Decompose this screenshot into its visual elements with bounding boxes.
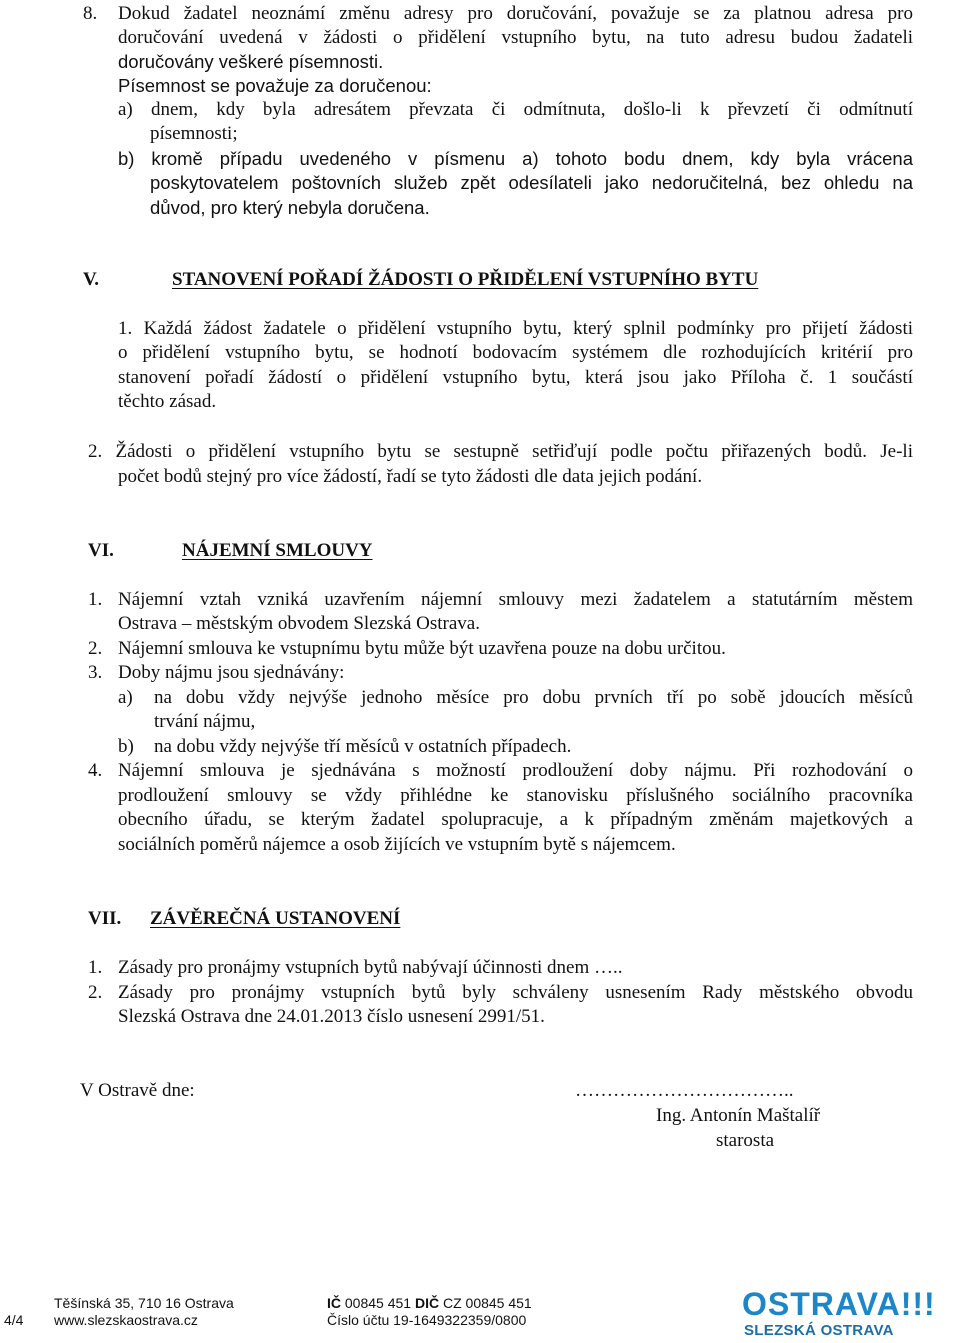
item-number: 1. bbox=[88, 589, 103, 610]
paragraph-line: Nájemní smlouva je sjednávána s možností prodloužení doby nájmu. Při rozhodování o bbox=[118, 760, 913, 781]
dic-value: CZ 00845 451 bbox=[442, 1295, 532, 1311]
paragraph-line: b) kromě případu uvedeného v písmenu a) tohoto bodu dnem, kdy byla vrácena bbox=[118, 148, 913, 169]
footer-account bbox=[327, 1312, 526, 1328]
paragraph-line: Písemnost se považuje za doručenou: bbox=[118, 75, 432, 96]
item-number: 4. bbox=[88, 760, 103, 781]
paragraph-line: Doby nájmu jsou sjednávány: bbox=[118, 662, 345, 683]
paragraph-line: a) dnem, kdy byla adresátem převzata či odmítnuta, došlo-li k převzetí či odmítnutí bbox=[118, 99, 913, 120]
item-letter: b) bbox=[118, 736, 134, 757]
item-number: 2. bbox=[88, 638, 103, 659]
paragraph-line: doručovány veškeré písemnosti. bbox=[118, 51, 384, 72]
ic-value: 00845 451 bbox=[344, 1295, 412, 1311]
signature-line: …………………………….. bbox=[575, 1080, 794, 1101]
section-number: V. bbox=[83, 269, 100, 290]
paragraph-line: prodloužení smlouvy se vždy přihlédne ke stanovisku příslušného sociálního pracovníka bbox=[118, 785, 913, 806]
paragraph-line: písemnosti; bbox=[150, 123, 238, 144]
section-title: ZÁVĚREČNÁ USTANOVENÍ bbox=[150, 908, 401, 929]
ic-label: IČ bbox=[327, 1295, 341, 1311]
account-label: Číslo účtu bbox=[327, 1312, 390, 1328]
item-number: 8. bbox=[83, 3, 98, 24]
item-number: 1. bbox=[88, 957, 103, 978]
paragraph-line: Nájemní smlouva ke vstupnímu bytu může být uzavřena pouze na dobu určitou. bbox=[118, 638, 726, 659]
paragraph-line: počet bodů stejný pro více žádostí, řadí se tyto žádosti dle data jejich podání. bbox=[118, 466, 703, 487]
paragraph-line: doručování uvedená v žádosti o přidělení vstupního bytu, na tuto adresu budou žadateli bbox=[118, 27, 913, 48]
section-title: NÁJEMNÍ SMLOUVY bbox=[182, 540, 373, 561]
paragraph-line: Nájemní vztah vzniká uzavřením nájemní smlouvy mezi žadatelem a statutárním městem bbox=[118, 589, 913, 610]
dic-label: DIČ bbox=[414, 1295, 440, 1311]
place-date-label: V Ostravě dne: bbox=[80, 1080, 195, 1101]
logo-sub-text: SLEZSKÁ OSTRAVA bbox=[744, 1322, 894, 1339]
paragraph-line: těchto zásad. bbox=[118, 391, 217, 412]
paragraph-line: Ostrava – městským obvodem Slezská Ostrava. bbox=[118, 613, 480, 634]
signatory-role: starosta bbox=[716, 1130, 775, 1151]
paragraph-line: o přidělení vstupního bytu, se hodnotí bodovacím systémem dle rozhodujících kritérií pro bbox=[118, 342, 913, 363]
section-number: VII. bbox=[88, 908, 122, 929]
footer-address: Těšínská 35, 710 16 Ostrava bbox=[54, 1295, 234, 1311]
page-number: 4/4 bbox=[4, 1312, 24, 1328]
paragraph-line: na dobu vždy nejvýše tří měsíců v ostatních případech. bbox=[154, 736, 572, 757]
paragraph-line: poskytovatelem poštovních služeb zpět odesílateli jako nedoručitelná, bez ohledu na bbox=[150, 172, 913, 193]
paragraph-line: důvod, pro který nebyla doručena. bbox=[150, 197, 430, 218]
footer-ids bbox=[327, 1295, 532, 1311]
ostrava-logo bbox=[742, 1287, 954, 1341]
paragraph-line: na dobu vždy nejvýše jednoho měsíce pro dobu prvních tří po sobě jdoucích měsíců bbox=[154, 687, 913, 708]
paragraph-line: Slezská Ostrava dne 24.01.2013 číslo usnesení 2991/51. bbox=[118, 1006, 545, 1027]
section-number: VI. bbox=[88, 540, 114, 561]
paragraph-line: Dokud žadatel neoznámí změnu adresy pro doručování, považuje se za platnou adresa pro bbox=[118, 3, 913, 24]
paragraph-line: Zásady pro pronájmy vstupních bytů nabývají účinnosti dnem ….. bbox=[118, 957, 623, 978]
footer-website[interactable]: www.slezskaostrava.cz bbox=[54, 1312, 198, 1328]
account-value: 19-1649322359/0800 bbox=[393, 1312, 527, 1328]
signatory-name: Ing. Antonín Maštalíř bbox=[656, 1105, 821, 1126]
paragraph-line: stanovení pořadí žádostí o přidělení vstupního bytu, která jsou jako Příloha č. 1 součástí bbox=[118, 367, 913, 388]
section-title: STANOVENÍ POŘADÍ ŽÁDOSTI O PŘIDĚLENÍ VSTUPNÍHO BYTU bbox=[172, 269, 759, 290]
item-number: 2. bbox=[88, 982, 103, 1003]
paragraph-line: obecního úřadu, se kterým žadatel spolupracuje, a k případným změnám majetkových a bbox=[118, 809, 913, 830]
item-number: 3. bbox=[88, 662, 103, 683]
paragraph-line: Zásady pro pronájmy vstupních bytů byly schváleny usnesením Rady městského obvodu bbox=[118, 982, 913, 1003]
item-letter: a) bbox=[118, 687, 133, 708]
paragraph-line: 2. Žádosti o přidělení vstupního bytu se sestupně setřiďují podle počtu přiřazených bodů. Je-li bbox=[88, 441, 913, 462]
paragraph-line: trvání nájmu, bbox=[154, 711, 256, 732]
paragraph-line: sociálních poměrů nájemce a osob žijících ve vstupním bytě s nájemcem. bbox=[118, 834, 676, 855]
logo-main-text: OSTRAVA!!! bbox=[742, 1286, 936, 1322]
paragraph-line: 1. Každá žádost žadatele o přidělení vstupního bytu, který splnil podmínky pro přijetí žádosti bbox=[118, 318, 913, 339]
